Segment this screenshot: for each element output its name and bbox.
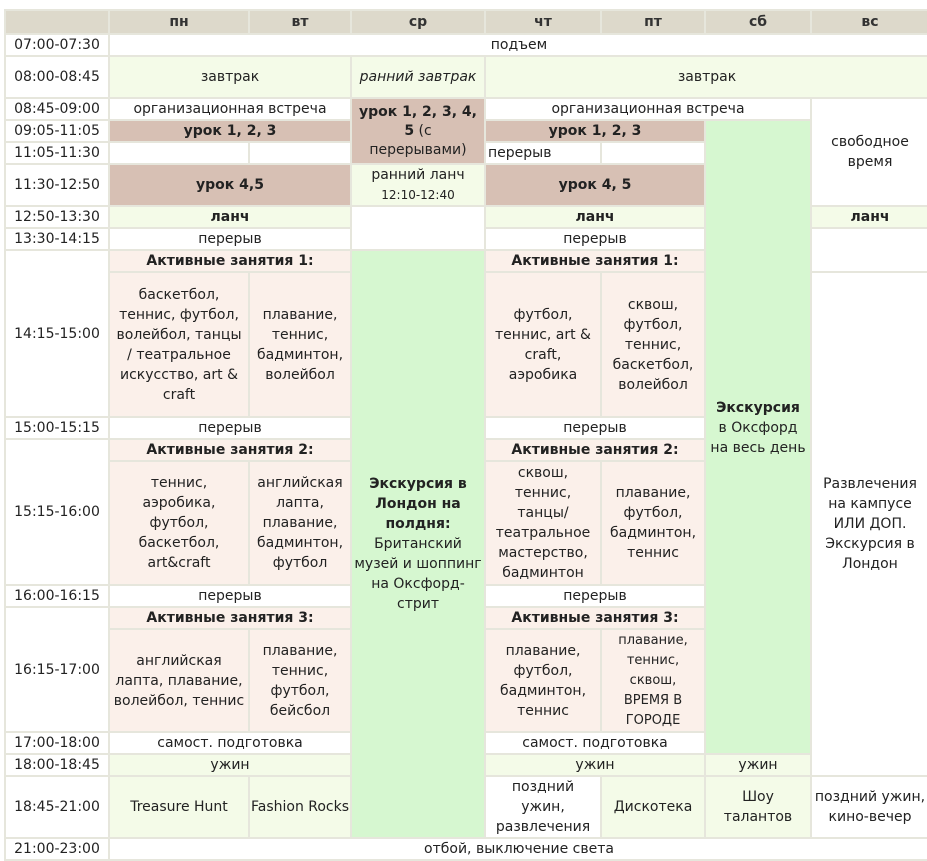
lights-out-cell: отбой, выключение света: [109, 838, 927, 860]
time-cell: 21:00-23:00: [5, 838, 109, 860]
activity-line: теннис,: [626, 652, 680, 668]
activity-line: баскетбол,: [138, 286, 220, 303]
empty-cell: [601, 142, 705, 164]
evening-event-cell: Дискотека: [601, 776, 705, 838]
activity-line: теннис, футбол,: [119, 306, 239, 323]
activity-line: волейбол: [618, 376, 688, 393]
activity-line: теннис,: [514, 485, 572, 501]
activity-line: плавание,: [505, 642, 581, 659]
break-cell: перерыв: [109, 417, 351, 439]
activity-line: мастерство,: [498, 545, 588, 561]
evening-event-cell: Treasure Hunt: [109, 776, 249, 838]
oxford-trip-title: Экскурсия: [716, 400, 800, 416]
early-lunch-cell: [351, 164, 485, 206]
activity-line: лапта, плавание,: [115, 672, 243, 689]
time-cell: 15:00-15:15: [5, 417, 109, 439]
activity-line: теннис, art &: [495, 326, 591, 343]
activity-header: Активные занятия 2:: [109, 439, 351, 461]
lesson-cell: урок 1, 2, 3: [485, 120, 705, 142]
lesson-cell: урок 4, 5: [485, 164, 705, 206]
activity-line: плавание,: [262, 515, 338, 531]
day-header-thu: чт: [485, 10, 601, 34]
activity-line: аэробика: [508, 366, 578, 383]
activity-header: Активные занятия 2:: [485, 439, 705, 461]
activity-line: бадминтон,: [256, 346, 344, 363]
activity-list-fri: [601, 461, 705, 585]
activity-list-thu: [485, 461, 601, 585]
activity-line: волейбол: [265, 366, 335, 383]
activity-line: craft: [162, 386, 196, 403]
activity-line: бейсбол: [269, 702, 331, 719]
activity-line: теннис: [517, 702, 569, 719]
activity-line: теннис,: [271, 662, 329, 679]
activity-line: ГОРОДЕ: [625, 712, 681, 728]
activity-line: аэробика,: [142, 495, 216, 511]
time-cell: 16:00-16:15: [5, 585, 109, 607]
evening-event-cell: поздний ужин, развлечения: [485, 776, 601, 838]
evening-event-cell: Шоу талантов: [705, 776, 811, 838]
activity-line: сквош,: [517, 465, 569, 481]
activity-line: театральное: [495, 525, 591, 541]
time-cell: 13:30-14:15: [5, 228, 109, 250]
early-lunch-label: ранний ланч: [371, 167, 465, 183]
activity-line: бадминтон,: [499, 682, 587, 699]
header-corner: [5, 10, 109, 34]
time-cell: 17:00-18:00: [5, 732, 109, 754]
wakeup-cell: подъем: [109, 34, 927, 56]
activity-line: сквош,: [629, 672, 677, 688]
oxford-trip-desc: в Оксфорд на весь день: [710, 420, 806, 456]
activity-header: Активные занятия 1:: [109, 250, 351, 272]
time-cell: 18:00-18:45: [5, 754, 109, 776]
activity-header: Активные занятия 3:: [109, 607, 351, 629]
activity-line: плавание,: [262, 642, 338, 659]
activity-line: футбол,: [623, 505, 683, 521]
activity-list-mon: [109, 272, 249, 417]
lesson-cell: урок 1, 2, 3: [109, 120, 351, 142]
break-cell: перерыв: [485, 142, 601, 164]
activity-line: теннис,: [150, 475, 208, 491]
evening-event-cell: Fashion Rocks: [249, 776, 351, 838]
activity-line: теннис,: [624, 336, 682, 353]
activity-list-fri: [601, 272, 705, 417]
activity-header: Активные занятия 3:: [485, 607, 705, 629]
activity-line: баскетбол,: [138, 535, 220, 551]
activity-list-mon: [109, 461, 249, 585]
day-header-fri: пт: [601, 10, 705, 34]
row-0700: [5, 34, 927, 56]
activity-line: футбол,: [513, 306, 573, 323]
wed-lessons-num: 5: [404, 122, 415, 139]
early-lunch-time: 12:10-12:40: [381, 188, 455, 202]
activity-line: art&craft: [147, 555, 211, 571]
self-study-cell: самост. подготовка: [485, 732, 705, 754]
activity-line: ВРЕМЯ В: [623, 692, 683, 708]
weekly-schedule-table: [4, 9, 927, 861]
time-cell: 16:15-17:00: [5, 607, 109, 732]
org-meeting-cell: организационная встреча: [485, 98, 811, 120]
empty-cell: [811, 228, 927, 272]
time-cell: 07:00-07:30: [5, 34, 109, 56]
dinner-cell: ужин: [485, 754, 705, 776]
wed-lessons-line1: урок 1, 2, 3, 4,: [358, 103, 477, 120]
activity-line: плавание,: [615, 485, 691, 501]
sunday-free-time-cell: свободное время: [811, 98, 927, 206]
breakfast-cell: завтрак: [485, 56, 927, 98]
activity-list-tue: [249, 629, 351, 732]
lunch-cell: ланч: [811, 206, 927, 228]
activity-line: баскетбол,: [612, 356, 694, 373]
activity-line: теннис: [627, 545, 679, 561]
day-header-wed: ср: [351, 10, 485, 34]
time-cell: 09:05-11:05: [5, 120, 109, 142]
activity-header: Активные занятия 1:: [485, 250, 705, 272]
activity-line: плавание,: [262, 306, 338, 323]
day-header-tue: вт: [249, 10, 351, 34]
lunch-cell: ланч: [109, 206, 351, 228]
london-trip-title: Экскурсия в Лондон на полдня:: [369, 476, 467, 532]
activity-list-thu: [485, 272, 601, 417]
activity-line: лапта,: [276, 495, 324, 511]
activity-line: бадминтон: [502, 565, 584, 581]
day-header-mon: пн: [109, 10, 249, 34]
dinner-cell: ужин: [109, 754, 351, 776]
row-0845: [5, 98, 927, 120]
activity-line: искусство, art &: [120, 366, 238, 383]
evening-event-cell: поздний ужин, кино-вечер: [811, 776, 927, 838]
time-cell: 14:15-15:00: [5, 250, 109, 417]
schedule-container: [4, 9, 927, 861]
day-header-sat: сб: [705, 10, 811, 34]
time-cell: 12:50-13:30: [5, 206, 109, 228]
activity-line: плавание,: [618, 632, 688, 648]
london-trip-desc: Британский музей и шоппинг на Оксфорд-стрит: [354, 536, 482, 612]
activity-line: craft,: [524, 346, 562, 363]
empty-cell: [109, 142, 249, 164]
lunch-cell: ланч: [485, 206, 705, 228]
row-0800: [5, 56, 927, 98]
activity-line: футбол,: [513, 662, 573, 679]
activity-list-fri: [601, 629, 705, 732]
activity-line: / театральное: [127, 346, 231, 363]
row-2100: [5, 838, 927, 860]
dinner-cell: ужин: [705, 754, 811, 776]
early-breakfast-cell: ранний завтрак: [351, 56, 485, 98]
activity-list-tue: [249, 461, 351, 585]
lesson-cell: урок 4,5: [109, 164, 351, 206]
time-cell: 15:15-16:00: [5, 439, 109, 585]
activity-line: сквош,: [627, 296, 679, 313]
activity-line: футбол: [272, 555, 328, 571]
activity-line: танцы/: [517, 505, 569, 521]
day-header-sun: вс: [811, 10, 927, 34]
break-cell: перерыв: [485, 585, 705, 607]
london-trip-cell: [351, 250, 485, 838]
activity-line: волейбол, теннис: [113, 692, 245, 709]
org-meeting-cell: организационная встреча: [109, 98, 351, 120]
oxford-trip-cell: [705, 120, 811, 754]
break-cell: перерыв: [109, 585, 351, 607]
activity-line: теннис,: [271, 326, 329, 343]
time-cell: 08:00-08:45: [5, 56, 109, 98]
activity-line: футбол,: [270, 682, 330, 699]
activity-line: футбол,: [623, 316, 683, 333]
activity-line: бадминтон,: [609, 525, 697, 541]
sunday-entertainment-cell: Развлечения на кампусе ИЛИ ДОП. Экскурсия в Лондон: [811, 272, 927, 776]
activity-list-mon: [109, 629, 249, 732]
activity-list-thu: [485, 629, 601, 732]
empty-cell: [249, 142, 351, 164]
time-cell: 18:45-21:00: [5, 776, 109, 838]
time-cell: 11:30-12:50: [5, 164, 109, 206]
empty-cell: [351, 206, 485, 250]
time-cell: 08:45-09:00: [5, 98, 109, 120]
self-study-cell: самост. подготовка: [109, 732, 351, 754]
break-cell: перерыв: [485, 228, 705, 250]
activity-list-tue: [249, 272, 351, 417]
activity-line: волейбол, танцы: [116, 326, 242, 343]
activity-line: футбол,: [149, 515, 209, 531]
wed-lessons-cell: [351, 98, 485, 164]
wed-lessons-breaks: (с перерывами): [369, 122, 467, 158]
breakfast-cell: завтрак: [109, 56, 351, 98]
break-cell: перерыв: [485, 417, 705, 439]
header-row: [5, 10, 927, 34]
activity-line: английская: [257, 475, 343, 491]
activity-line: английская: [136, 652, 222, 669]
break-cell: перерыв: [109, 228, 351, 250]
activity-line: бадминтон,: [256, 535, 344, 551]
time-cell: 11:05-11:30: [5, 142, 109, 164]
